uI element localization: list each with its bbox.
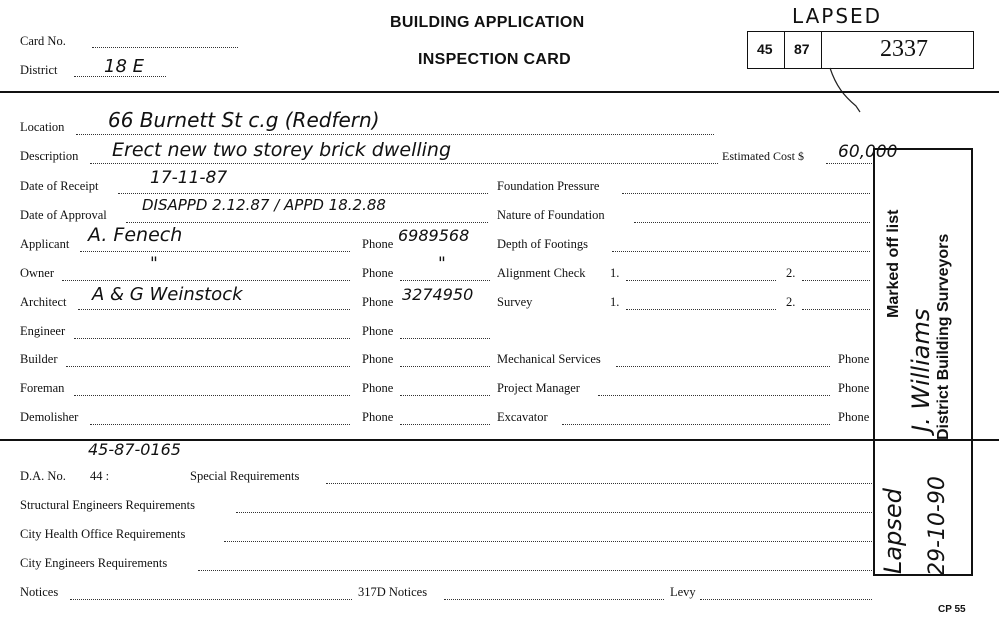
- stamp-signature: J. Williams: [907, 308, 935, 432]
- number-box-b: [784, 31, 822, 69]
- excavator-label: Excavator: [497, 410, 548, 424]
- survey-1: 1.: [610, 295, 620, 309]
- foundation-pressure-label: Foundation Pressure: [497, 179, 600, 193]
- date-approval-value: DISAPPD 2.12.87 / APPD 18.2.88: [142, 196, 386, 214]
- mechanical-services-label: Mechanical Services: [497, 352, 601, 366]
- form-code: CP 55: [938, 604, 966, 615]
- notices-317d-label: 317D Notices: [358, 585, 428, 599]
- date-receipt-field: [118, 193, 488, 194]
- demolisher-phone-label: Phone: [362, 410, 394, 424]
- alignment-check-label: Alignment Check: [497, 266, 586, 280]
- demolisher-label: Demolisher: [20, 410, 79, 424]
- builder-phone-field: [400, 366, 490, 367]
- owner-phone-field: [400, 280, 490, 281]
- description-value: Erect new two storey brick dwelling: [112, 139, 452, 161]
- location-value: 66 Burnett St c.g (Redfern): [108, 108, 380, 132]
- project-manager-phone-label: Phone: [838, 381, 870, 395]
- engineer-field: [74, 338, 350, 339]
- builder-label: Builder: [20, 352, 58, 366]
- card-no-field: [92, 47, 238, 48]
- date-receipt-label: Date of Receipt: [20, 179, 99, 193]
- owner-field: [62, 280, 350, 281]
- builder-field: [66, 366, 350, 367]
- owner-label: Owner: [20, 266, 55, 280]
- engineer-label: Engineer: [20, 324, 66, 338]
- mechanical-phone-label: Phone: [838, 352, 870, 366]
- foundation-pressure-field: [622, 193, 870, 194]
- notices-label: Notices: [20, 585, 59, 599]
- alignment-check-2-field: [802, 280, 870, 281]
- title-line-2: INSPECTION CARD: [418, 51, 571, 68]
- applicant-field: [80, 251, 350, 252]
- district-label: District: [20, 63, 58, 77]
- da-no-value: 44 :: [90, 469, 110, 483]
- special-requirements-field: [326, 483, 872, 484]
- applicant-phone-label: Phone: [362, 237, 394, 251]
- description-label: Description: [20, 149, 79, 163]
- foreman-field: [74, 395, 350, 396]
- title-line-1: BUILDING APPLICATION: [390, 14, 585, 31]
- header-divider: [0, 91, 999, 93]
- owner-phone-value: ": [438, 254, 446, 274]
- number-box-a: [747, 31, 785, 69]
- applicant-phone-value: 6989568: [398, 226, 470, 245]
- number-box-c-value: 2337: [880, 36, 928, 62]
- city-health-requirements-label: City Health Office Requirements: [20, 527, 186, 541]
- foreman-label: Foreman: [20, 381, 65, 395]
- demolisher-field: [90, 424, 350, 425]
- alignment-check-2: 2.: [786, 266, 796, 280]
- nature-foundation-field: [634, 222, 870, 223]
- stamp-marked-off-list: Marked off list: [885, 209, 902, 318]
- special-requirements-label: Special Requirements: [190, 469, 300, 483]
- architect-phone-label: Phone: [362, 295, 394, 309]
- applicant-label: Applicant: [20, 237, 70, 251]
- survey-2-field: [802, 309, 870, 310]
- depth-footings-label: Depth of Footings: [497, 237, 588, 251]
- date-receipt-value: 17-11-87: [150, 168, 228, 188]
- estimated-cost-label: Estimated Cost $: [722, 149, 804, 163]
- foreman-phone-field: [400, 395, 490, 396]
- da-no-label: D.A. No.: [20, 469, 66, 483]
- levy-label: Levy: [670, 585, 696, 599]
- surveyor-stamp: [873, 148, 973, 576]
- city-engineers-requirements-label: City Engineers Requirements: [20, 556, 168, 570]
- survey-1-field: [626, 309, 776, 310]
- levy-field: [700, 599, 872, 600]
- number-box-a-value: 45: [757, 41, 773, 57]
- alignment-check-1: 1.: [610, 266, 620, 280]
- notices-317d-field: [444, 599, 664, 600]
- engineer-phone-field: [400, 338, 490, 339]
- estimated-cost-value: 60,000: [838, 142, 898, 162]
- date-approval-field: [126, 222, 488, 223]
- owner-value: ": [150, 254, 158, 274]
- applicant-value: A. Fenech: [88, 224, 183, 246]
- survey-2: 2.: [786, 295, 796, 309]
- notices-field: [70, 599, 352, 600]
- project-manager-label: Project Manager: [497, 381, 580, 395]
- demolisher-phone-field: [400, 424, 490, 425]
- city-health-requirements-field: [224, 541, 872, 542]
- district-value: 18 E: [104, 56, 144, 77]
- foreman-phone-label: Phone: [362, 381, 394, 395]
- owner-phone-label: Phone: [362, 266, 394, 280]
- excavator-phone-label: Phone: [838, 410, 870, 424]
- nature-foundation-label: Nature of Foundation: [497, 208, 605, 222]
- project-manager-field: [598, 395, 830, 396]
- structural-requirements-label: Structural Engineers Requirements: [20, 498, 195, 512]
- card-no-label: Card No.: [20, 34, 66, 48]
- excavator-field: [562, 424, 830, 425]
- location-field: [76, 134, 714, 135]
- builder-phone-label: Phone: [362, 352, 394, 366]
- stamp-lapsed: Lapsed: [879, 488, 907, 574]
- engineer-phone-label: Phone: [362, 324, 394, 338]
- architect-label: Architect: [20, 295, 67, 309]
- alignment-check-1-field: [626, 280, 776, 281]
- depth-footings-field: [612, 251, 870, 252]
- stamp-date: 29-10-90: [925, 476, 950, 576]
- da-handwritten-number: 45-87-0165: [88, 440, 181, 459]
- architect-phone-value: 3274950: [402, 285, 474, 304]
- mechanical-services-field: [616, 366, 830, 367]
- location-label: Location: [20, 120, 65, 134]
- number-box-c: [821, 31, 974, 69]
- number-box-b-value: 87: [794, 41, 810, 57]
- survey-label: Survey: [497, 295, 533, 309]
- architect-value: A & G Weinstock: [92, 284, 243, 305]
- date-approval-label: Date of Approval: [20, 208, 107, 222]
- city-engineers-requirements-field: [198, 570, 872, 571]
- estimated-cost-field: [826, 163, 872, 164]
- lapsed-note: LAPSED: [792, 4, 883, 28]
- structural-requirements-field: [236, 512, 872, 513]
- architect-field: [78, 309, 350, 310]
- stamp-district-surveyors: District Building Surveyors: [935, 233, 952, 440]
- description-field: [90, 163, 718, 164]
